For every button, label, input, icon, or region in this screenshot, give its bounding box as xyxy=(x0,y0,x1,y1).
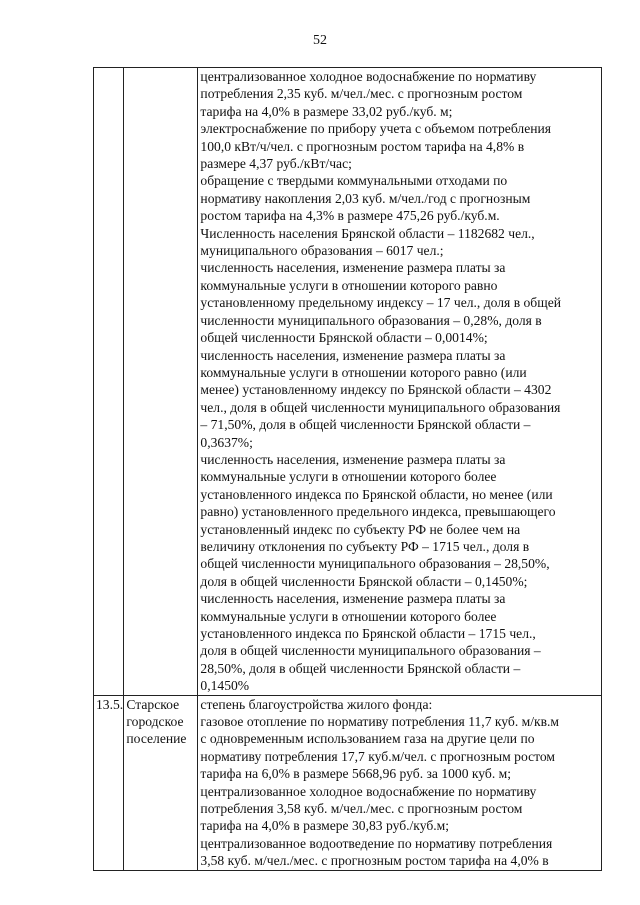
description-line: менее) установленному индексу по Брянской области – 4302 xyxy=(200,382,552,398)
description-line: потребления 2,35 куб. м/чел./мес. с прогнозным ростом xyxy=(200,86,523,102)
description-cell xyxy=(198,68,602,696)
municipality-name-cell xyxy=(124,68,198,696)
description-line: установленного индекса по Брянской области, но менее (или xyxy=(200,486,553,502)
document-table xyxy=(93,67,602,871)
table-row xyxy=(94,695,602,870)
description-line: потребления 3,58 куб. м/чел./мес. с прогнозным ростом xyxy=(200,801,523,817)
description-line: электроснабжение по прибору учета с объемом потребления xyxy=(200,121,552,137)
row-number: 13.5. xyxy=(96,696,124,712)
description-line: доля в общей численности муниципального образования – xyxy=(200,643,541,659)
description-line: коммунальные услуги в отношении которого более xyxy=(200,608,497,624)
description-line: равно) установленного предельного индекса, превышающего xyxy=(200,504,556,520)
description-line: коммунальные услуги в отношении которого равно xyxy=(200,277,498,293)
description-line: доля в общей численности Брянской области – 0,1450%; xyxy=(200,573,528,589)
description-line: с одновременным использованием газа на другие цели по xyxy=(200,731,535,747)
description-line: централизованное холодное водоснабжение по нормативу xyxy=(200,783,537,799)
description-line: централизованное холодное водоснабжение по нормативу xyxy=(200,69,537,84)
description-line: централизованное водоотведение по нормативу потребления xyxy=(200,835,553,851)
description-line: 3,58 куб. м/чел./мес. с прогнозным ростом тарифа на 4,0% в xyxy=(200,853,549,869)
page-number: 52 xyxy=(313,33,327,48)
description-line: установленный индекс по субъекту РФ не более чем на xyxy=(200,521,521,537)
municipality-name-cell xyxy=(124,695,198,870)
description-line: нормативу потребления 17,7 куб.м/чел. с прогнозным ростом xyxy=(200,748,556,764)
description-line: тарифа на 4,0% в размере 30,83 руб./куб.м; xyxy=(200,818,450,834)
row-number-cell xyxy=(94,68,124,696)
municipality-name-line: поселение xyxy=(126,731,187,747)
description-line: общей численности муниципального образования – 28,50%, xyxy=(200,556,550,572)
description-line: 0,1450% xyxy=(200,678,250,694)
description-line: коммунальные услуги в отношении которого более xyxy=(200,469,497,485)
description-line: газовое отопление по нормативу потребления 11,7 куб. м/кв.м xyxy=(200,714,560,730)
description-line: тарифа на 4,0% в размере 33,02 руб./куб. м; xyxy=(200,103,453,119)
description-line: численность населения, изменение размера платы за xyxy=(200,260,506,276)
description-line: ростом тарифа на 4,3% в размере 475,26 руб./куб.м. xyxy=(200,208,500,224)
description-cell xyxy=(198,695,602,870)
description-line: нормативу накопления 2,03 куб. м/чел./год с прогнозным xyxy=(200,190,531,206)
description-line: установленного индекса по Брянской области – 1715 чел., xyxy=(200,626,536,641)
description-line: 0,3637%; xyxy=(200,434,253,450)
description-line: общей численности Брянской области – 0,0014%; xyxy=(200,330,488,346)
description-line: чел., доля в общей численности муниципального образования xyxy=(200,399,561,415)
description-line: – 71,50%, доля в общей численности Брянской области – xyxy=(200,417,531,433)
description-line: тарифа на 6,0% в размере 5668,96 руб. за 1000 куб. м; xyxy=(200,766,512,782)
description-line: величину отклонения по субъекту РФ – 1715 чел., доля в xyxy=(200,538,530,554)
row-number-cell xyxy=(94,695,124,870)
description-line: 100,0 кВт/ч/чел. с прогнозным ростом тарифа на 4,8% в xyxy=(200,138,525,154)
description-line: муниципального образования – 6017 чел.; xyxy=(200,243,444,259)
description-line: численность населения, изменение размера платы за xyxy=(200,591,506,607)
description-line: степень благоустройства жилого фонда: xyxy=(200,696,433,712)
description-line: обращение с твердыми коммунальными отходами по xyxy=(200,173,508,189)
description-line: размере 4,37 руб./кВт/час; xyxy=(200,156,352,172)
table-row xyxy=(94,68,602,696)
description-line: численность населения, изменение размера платы за xyxy=(200,451,506,467)
municipality-name-line: Старское xyxy=(126,696,180,712)
description-line: 28,50%, доля в общей численности Брянской области – xyxy=(200,660,521,676)
description-line: Численность населения Брянской области – 1182682 чел., xyxy=(200,225,535,241)
description-line: численности муниципального образования – 0,28%, доля в xyxy=(200,312,542,328)
description-line: численность населения, изменение размера платы за xyxy=(200,347,506,363)
description-line: коммунальные услуги в отношении которого равно (или xyxy=(200,364,527,380)
description-line: установленному предельному индексу – 17 чел., доля в общей xyxy=(200,295,562,311)
municipality-name-line: городское xyxy=(126,714,184,730)
